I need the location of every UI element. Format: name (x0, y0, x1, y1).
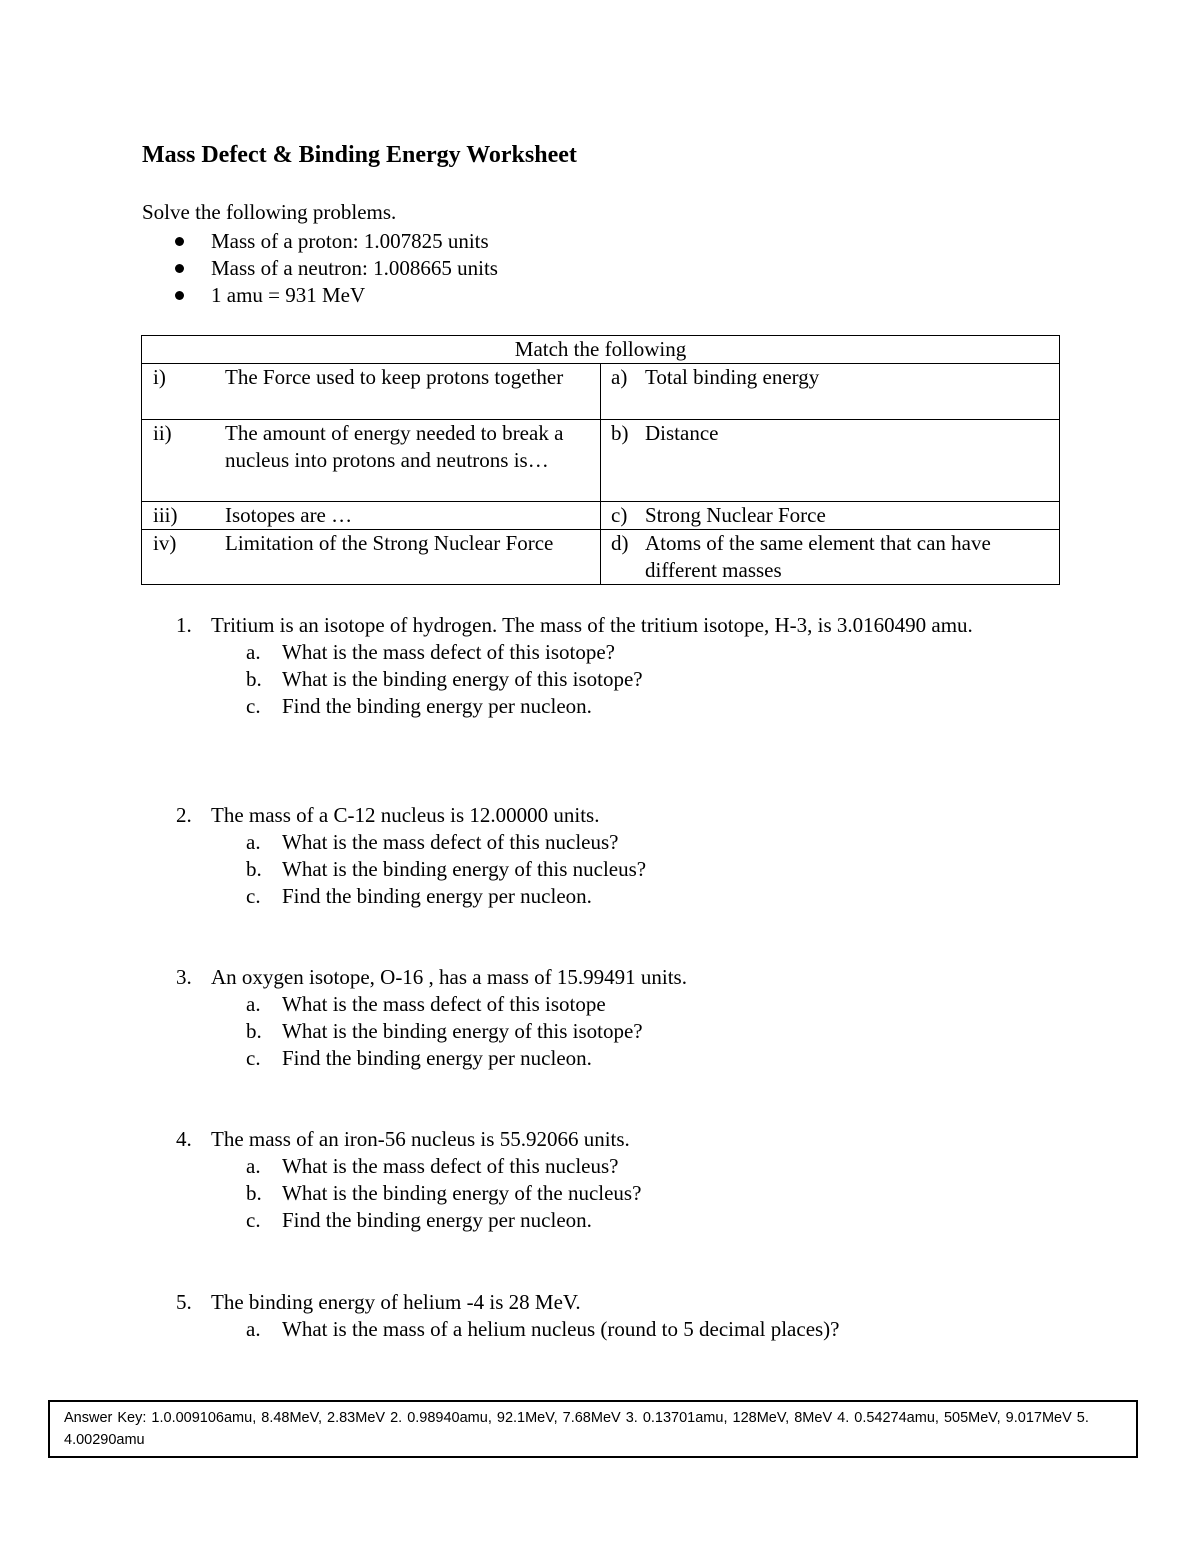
bullet-icon (175, 237, 184, 246)
row-term: The Force used to keep protons together (225, 365, 564, 389)
question-text: The binding energy of helium -4 is 28 MeV. (211, 1290, 581, 1314)
row-letter: b) (611, 421, 629, 445)
sub-question: b. What is the binding energy of this isotope? (246, 1019, 643, 1043)
sub-question: a. What is the mass of a helium nucleus (round to 5 decimal places)? (246, 1317, 840, 1341)
sub-question-list (211, 1153, 1081, 1234)
matching-row (142, 530, 1060, 585)
sub-question: c. Find the binding energy per nucleon. (246, 884, 592, 908)
sub-question: a. What is the mass defect of this isotope? (246, 640, 615, 664)
question-1: 1. Tritium is an isotope of hydrogen. The mass of the tritium isotope, H-3, is 3.0160490 amu. a. What is the mass defect of this isotope? b. What is the binding energy of this isotope? c. Find the binding energy per nucleon. (172, 612, 1081, 720)
question-2: 2. The mass of a C-12 nucleus is 12.00000 units. a. What is the mass defect of this nucleus? b. What is the binding energy of this nucleus? c. Find the binding energy per nucleon. (172, 802, 1081, 910)
question-text: Tritium is an isotope of hydrogen. The mass of the tritium isotope, H-3, is 3.0160490 amu. (211, 613, 973, 637)
row-number: i) (153, 365, 166, 389)
sub-question: a. What is the mass defect of this nucleus? (246, 830, 619, 854)
instructions: Solve the following problems. (142, 200, 397, 224)
given-constants-list (172, 228, 498, 309)
sub-question: b. What is the binding energy of the nucleus? (246, 1181, 642, 1205)
matching-row (142, 364, 1060, 420)
given-item: Mass of a neutron: 1.008665 units (172, 255, 498, 282)
bullet-icon (175, 291, 184, 300)
sub-question: c. Find the binding energy per nucleon. (246, 1208, 592, 1232)
sub-question: a. What is the mass defect of this nucleus? (246, 1154, 619, 1178)
sub-question: c. Find the binding energy per nucleon. (246, 1046, 592, 1070)
sub-question-list (211, 639, 1081, 720)
question-5: 5. The binding energy of helium -4 is 28 MeV. a. What is the mass of a helium nucleus (round to 5 decimal places)? (172, 1289, 1081, 1343)
row-match: Atoms of the same element that can have different masses (645, 531, 991, 582)
row-letter: d) (611, 531, 629, 555)
sub-question: b. What is the binding energy of this isotope? (246, 667, 643, 691)
question-text: The mass of an iron-56 nucleus is 55.92066 units. (211, 1127, 630, 1151)
sub-question: b. What is the binding energy of this nucleus? (246, 857, 647, 881)
sub-question-list (211, 829, 1081, 910)
question-text: An oxygen isotope, O-16 , has a mass of 15.99491 units. (211, 965, 687, 989)
question-text: The mass of a C-12 nucleus is 12.00000 units. (211, 803, 600, 827)
sub-question-list (211, 1316, 1081, 1343)
sub-question: a. What is the mass defect of this isotope (246, 992, 606, 1016)
question-4: 4. The mass of an iron-56 nucleus is 55.92066 units. a. What is the mass defect of this nucleus? b. What is the binding energy of the nucleus? c. Find the binding energy per nucleon. (172, 1126, 1081, 1234)
matching-table-header-row (142, 336, 1060, 364)
matching-row (142, 420, 1060, 502)
row-number: iii) (153, 503, 178, 527)
row-number: ii) (153, 421, 172, 445)
given-item: 1 amu = 931 MeV (172, 282, 498, 309)
row-term: Isotopes are … (225, 503, 353, 527)
page-title: Mass Defect & Binding Energy Worksheet (142, 142, 577, 168)
matching-table (141, 335, 1060, 585)
bullet-icon (175, 264, 184, 273)
row-match: Total binding energy (645, 365, 820, 389)
sub-question-list (211, 991, 1081, 1072)
row-letter: a) (611, 365, 628, 389)
sub-question: c. Find the binding energy per nucleon. (246, 694, 592, 718)
row-match: Strong Nuclear Force (645, 503, 826, 527)
matching-table-header: Match the following (142, 336, 1060, 364)
row-term: Limitation of the Strong Nuclear Force (225, 531, 554, 555)
row-match: Distance (645, 421, 719, 445)
answer-key-box: Answer Key: 1.0.009106amu, 8.48MeV, 2.83MeV 2. 0.98940amu, 92.1MeV, 7.68MeV 3. 0.13701amu, 128MeV, 8MeV 4. 0.54274amu, 505MeV, 9.017MeV 5. 4.00290amu (48, 1400, 1138, 1458)
row-number: iv) (153, 531, 177, 555)
row-letter: c) (611, 503, 628, 527)
matching-row (142, 502, 1060, 530)
given-item: Mass of a proton: 1.007825 units (172, 228, 498, 255)
row-term: The amount of energy needed to break a nucleus into protons and neutrons is… (225, 421, 564, 472)
question-3: 3. An oxygen isotope, O-16 , has a mass of 15.99491 units. a. What is the mass defect of this isotope b. What is the binding energy of this isotope? c. Find the binding energy per nucleon. (172, 964, 1081, 1072)
